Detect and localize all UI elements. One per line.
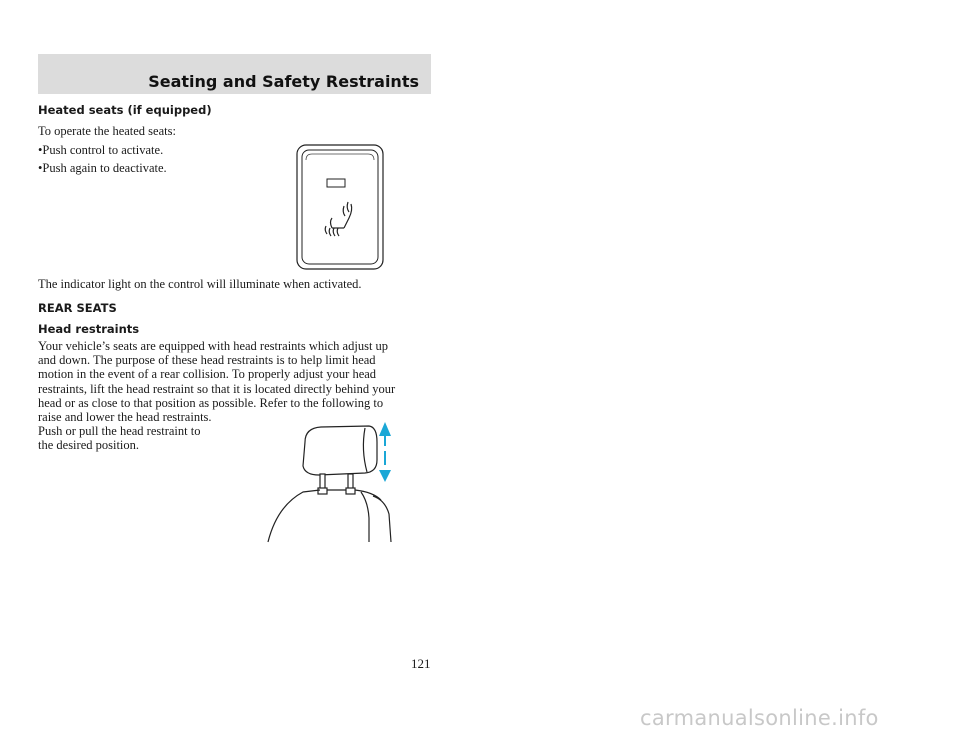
bullet-item bbox=[38, 143, 163, 158]
page-number: 121 bbox=[411, 656, 431, 671]
bullet-item bbox=[38, 161, 167, 176]
rear-seats-heading: REAR SEATS bbox=[38, 301, 117, 315]
head-restraints-paragraph bbox=[38, 339, 438, 424]
instruction-line: the desired position. bbox=[38, 438, 140, 453]
bullet-icon: • bbox=[38, 143, 43, 157]
paragraph-line: raise and lower the head restraints. bbox=[38, 410, 212, 425]
watermark: carmanualsonline.info bbox=[640, 706, 879, 730]
section-title: Seating and Safety Restraints bbox=[148, 72, 419, 91]
paragraph-line: Your vehicle’s seats are equipped with head restraints which adjust up bbox=[38, 339, 389, 353]
paragraph-line: restraints, lift the head restraint so that it is located directly behind your bbox=[38, 381, 396, 396]
heated-seats-intro: To operate the heated seats: bbox=[38, 124, 176, 138]
bullet-text: Push again to deactivate. bbox=[42, 161, 167, 175]
paragraph-line: motion in the event of a rear collision. To properly adjust your head bbox=[38, 367, 377, 382]
indicator-text: The indicator light on the control will illuminate when activated. bbox=[38, 277, 362, 291]
section-header-band bbox=[38, 54, 431, 94]
bullet-text: Push control to activate. bbox=[42, 143, 164, 157]
bullet-icon: • bbox=[38, 161, 43, 175]
head-restraints-heading: Head restraints bbox=[38, 322, 140, 336]
heated-seat-control-illustration bbox=[296, 144, 384, 270]
head-restraint-illustration bbox=[265, 420, 400, 546]
heated-seats-heading: Heated seats (if equipped) bbox=[38, 103, 212, 117]
head-restraint-instruction bbox=[38, 424, 200, 452]
adjust-arrow-icon bbox=[379, 422, 391, 482]
instruction-line: Push or pull the head restraint to bbox=[38, 424, 201, 438]
paragraph-line: head or as close to that position as possible. Refer to the following to bbox=[38, 395, 384, 410]
paragraph-line: and down. The purpose of these head restraints is to help limit head bbox=[38, 353, 376, 368]
